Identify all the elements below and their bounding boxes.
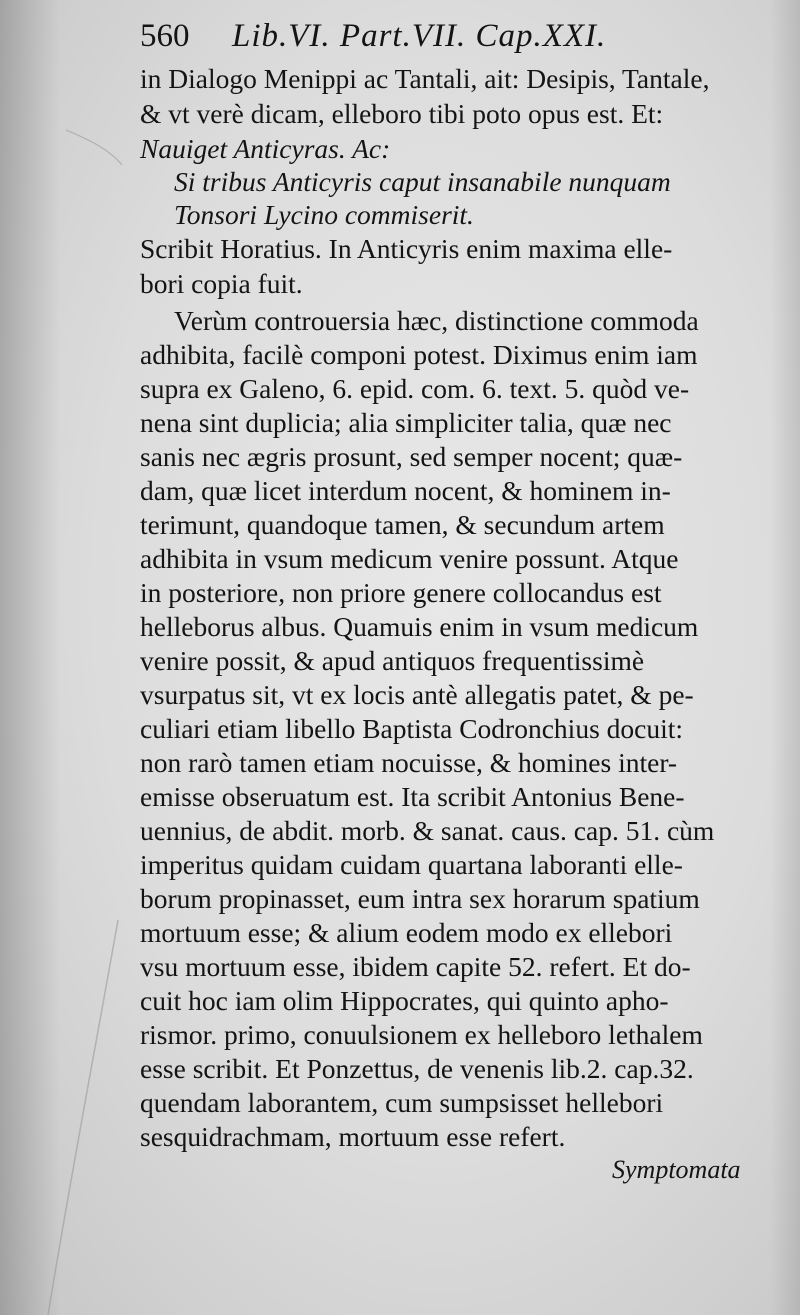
paragraph-start: Verùm controuersia hæc, distinctione commoda (174, 305, 699, 336)
text-line: in posteriore, non priore genere collocandus est (140, 577, 662, 608)
text-line: cuit hoc iam olim Hippocrates, qui quinto apho- (140, 985, 669, 1016)
text-line: in Dialogo Menippi ac Tantali, ait: Desipis, Tantale, (140, 63, 710, 94)
text-line: & vt verè dicam, elleboro tibi poto opus est. Et: (140, 98, 664, 129)
text-line: rismor. primo, conuulsionem ex helleboro lethalem (140, 1019, 703, 1050)
text-line: nena sint duplicia; alia simpliciter talia, quæ nec (140, 407, 672, 438)
text-line: vsu mortuum esse, ibidem capite 52. refert. Et do- (140, 951, 691, 982)
text-line: culiari etiam libello Baptista Codronchius docuit: (140, 713, 684, 744)
text-line: adhibita in vsum medicum venire possunt. Atque (140, 543, 679, 574)
text-line: emisse obseruatum est. Ita scribit Antonius Bene- (140, 781, 685, 812)
text-line: Scribit Horatius. In Anticyris enim maxima elle- (140, 233, 673, 264)
text-line: dam, quæ licet interdum nocent, & hominem in- (140, 475, 671, 506)
page-number: 560 (140, 18, 190, 54)
text-line: helleborus albus. Quamuis enim in vsum medicum (140, 611, 699, 642)
text-line: sanis nec ægris prosunt, sed semper nocent; quæ- (140, 441, 683, 472)
running-head (140, 18, 740, 64)
text-line: Nauiget Anticyras. Ac: (140, 133, 391, 164)
text-line: uennius, de abdit. morb. & sanat. caus. cap. 51. cùm (140, 815, 715, 846)
text-line: esse scribit. Et Ponzettus, de venenis lib.2. cap.32. (140, 1053, 694, 1084)
text-line: non rarò tamen etiam nocuisse, & homines inter- (140, 747, 678, 778)
running-head-title: Lib.VI. Part.VII. Cap.XXI. (232, 18, 607, 54)
catchword: Symptomata (612, 1155, 741, 1184)
text-line: mortuum esse; & alium eodem modo ex ellebori (140, 917, 673, 948)
verse-line: Si tribus Anticyris caput insanabile nunquam (174, 166, 671, 197)
text-line: imperitus quidam cuidam quartana laboranti elle- (140, 849, 683, 880)
text-line: adhibita, facilè componi potest. Diximus enim iam (140, 339, 698, 370)
verse-line: Tonsori Lycino commiserit. (174, 199, 474, 230)
text-line: borum propinasset, eum intra sex horarum spatium (140, 883, 700, 914)
text-line: vsurpatus sit, vt ex locis antè allegatis patet, & pe- (140, 679, 694, 710)
text-line: sesquidrachmam, mortuum esse refert. (140, 1121, 566, 1152)
text-line: venire possit, & apud antiquos frequentissimè (140, 645, 645, 676)
text-line: quendam laborantem, cum sumpsisset hellebori (140, 1087, 664, 1118)
text-line: supra ex Galeno, 6. epid. com. 6. text. 5. quòd ve- (140, 373, 690, 404)
text-line: terimunt, quandoque tamen, & secundum artem (140, 509, 665, 540)
text-line: bori copia fuit. (140, 268, 303, 299)
